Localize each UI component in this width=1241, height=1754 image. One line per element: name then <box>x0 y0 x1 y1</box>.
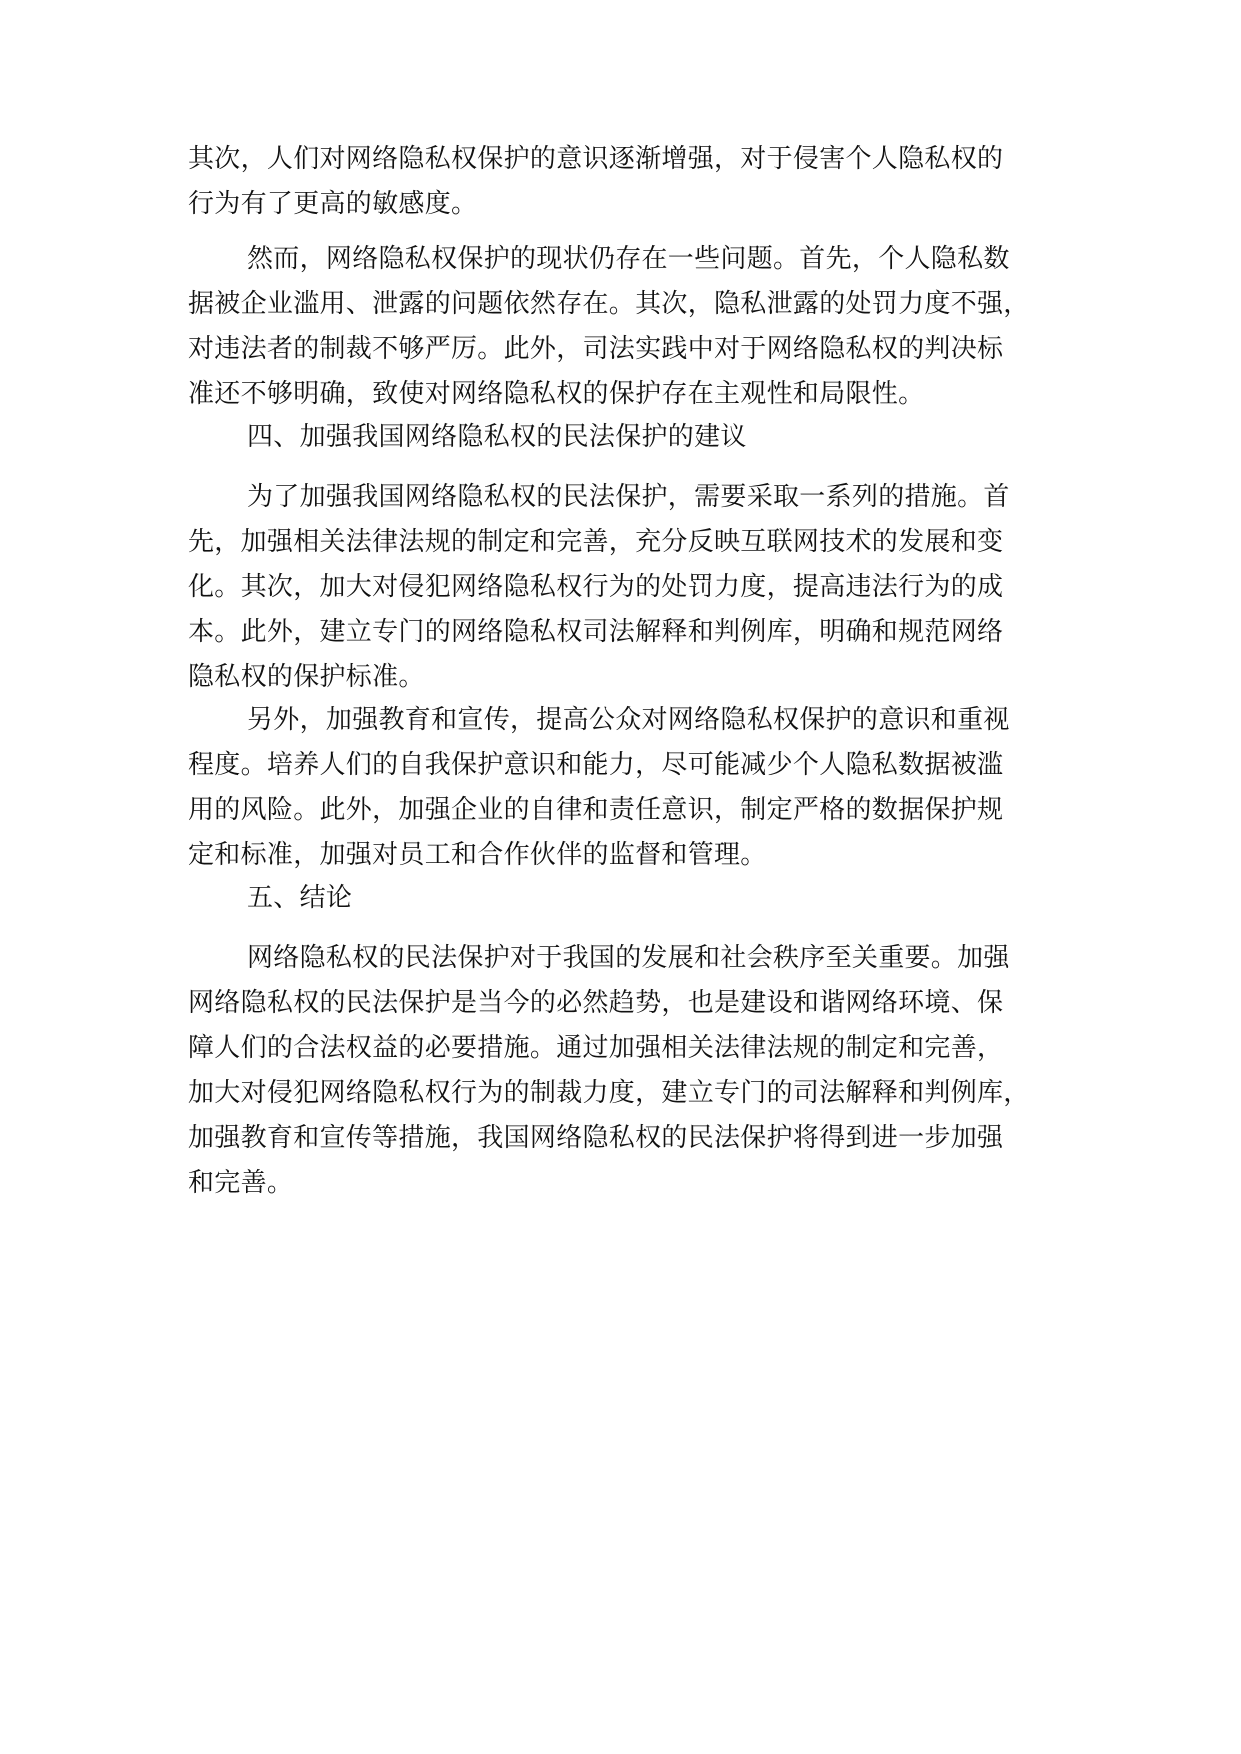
paragraph-education <box>188 698 1088 878</box>
heading-line: 五、结论 <box>247 883 353 913</box>
text-line: 其次，人们对网络隐私权保护的意识逐渐增强，对于侵害个人隐私权的 <box>188 144 1004 174</box>
text-line: 和完善。 <box>188 1168 294 1198</box>
text-line: 程度。培养人们的自我保护意识和能力，尽可能减少个人隐私数据被滥 <box>188 750 1004 780</box>
text-line: 障人们的合法权益的必要措施。通过加强相关法律法规的制定和完善， <box>188 1033 1004 1063</box>
paragraph-conclusion <box>188 936 1088 1206</box>
text-line: 化。其次，加大对侵犯网络隐私权行为的处罚力度，提高违法行为的成 <box>188 572 1004 602</box>
text-line: 网络隐私权的民法保护是当今的必然趋势，也是建设和谐网络环境、保 <box>188 988 1004 1018</box>
text-line: 定和标准，加强对员工和合作伙伴的监督和管理。 <box>188 840 767 870</box>
text-line: 准还不够明确，致使对网络隐私权的保护存在主观性和局限性。 <box>188 379 925 409</box>
text-line: 本。此外，建立专门的网络隐私权司法解释和判例库，明确和规范网络 <box>188 617 1004 647</box>
paragraph-current-issues <box>188 237 1088 417</box>
text-line: 行为有了更高的敏感度。 <box>188 189 478 219</box>
text-line: 加强教育和宣传等措施，我国网络隐私权的民法保护将得到进一步加强 <box>188 1123 1004 1153</box>
paragraph-measures <box>188 475 1088 700</box>
text-line: 另外，加强教育和宣传，提高公众对网络隐私权保护的意识和重视 <box>247 705 1010 735</box>
text-line: 先，加强相关法律法规的制定和完善，充分反映互联网技术的发展和变 <box>188 527 1004 557</box>
paragraph-continuation <box>188 137 1088 227</box>
text-line: 隐私权的保护标准。 <box>188 662 425 692</box>
text-line: 为了加强我国网络隐私权的民法保护，需要采取一系列的措施。首 <box>247 482 1010 512</box>
text-line: 网络隐私权的民法保护对于我国的发展和社会秩序至关重要。加强 <box>247 943 1010 973</box>
heading-line: 四、加强我国网络隐私权的民法保护的建议 <box>247 422 747 452</box>
text-line: 据被企业滥用、泄露的问题依然存在。其次，隐私泄露的处罚力度不强， <box>188 289 1030 319</box>
text-line: 加大对侵犯网络隐私权行为的制裁力度，建立专门的司法解释和判例库， <box>188 1078 1030 1108</box>
text-line: 然而，网络隐私权保护的现状仍存在一些问题。首先，个人隐私数 <box>247 244 1010 274</box>
section-heading-conclusion <box>188 876 1088 921</box>
text-line: 对违法者的制裁不够严厉。此外，司法实践中对于网络隐私权的判决标 <box>188 334 1004 364</box>
section-heading-recommendations <box>188 415 1088 460</box>
text-line: 用的风险。此外，加强企业的自律和责任意识，制定严格的数据保护规 <box>188 795 1004 825</box>
